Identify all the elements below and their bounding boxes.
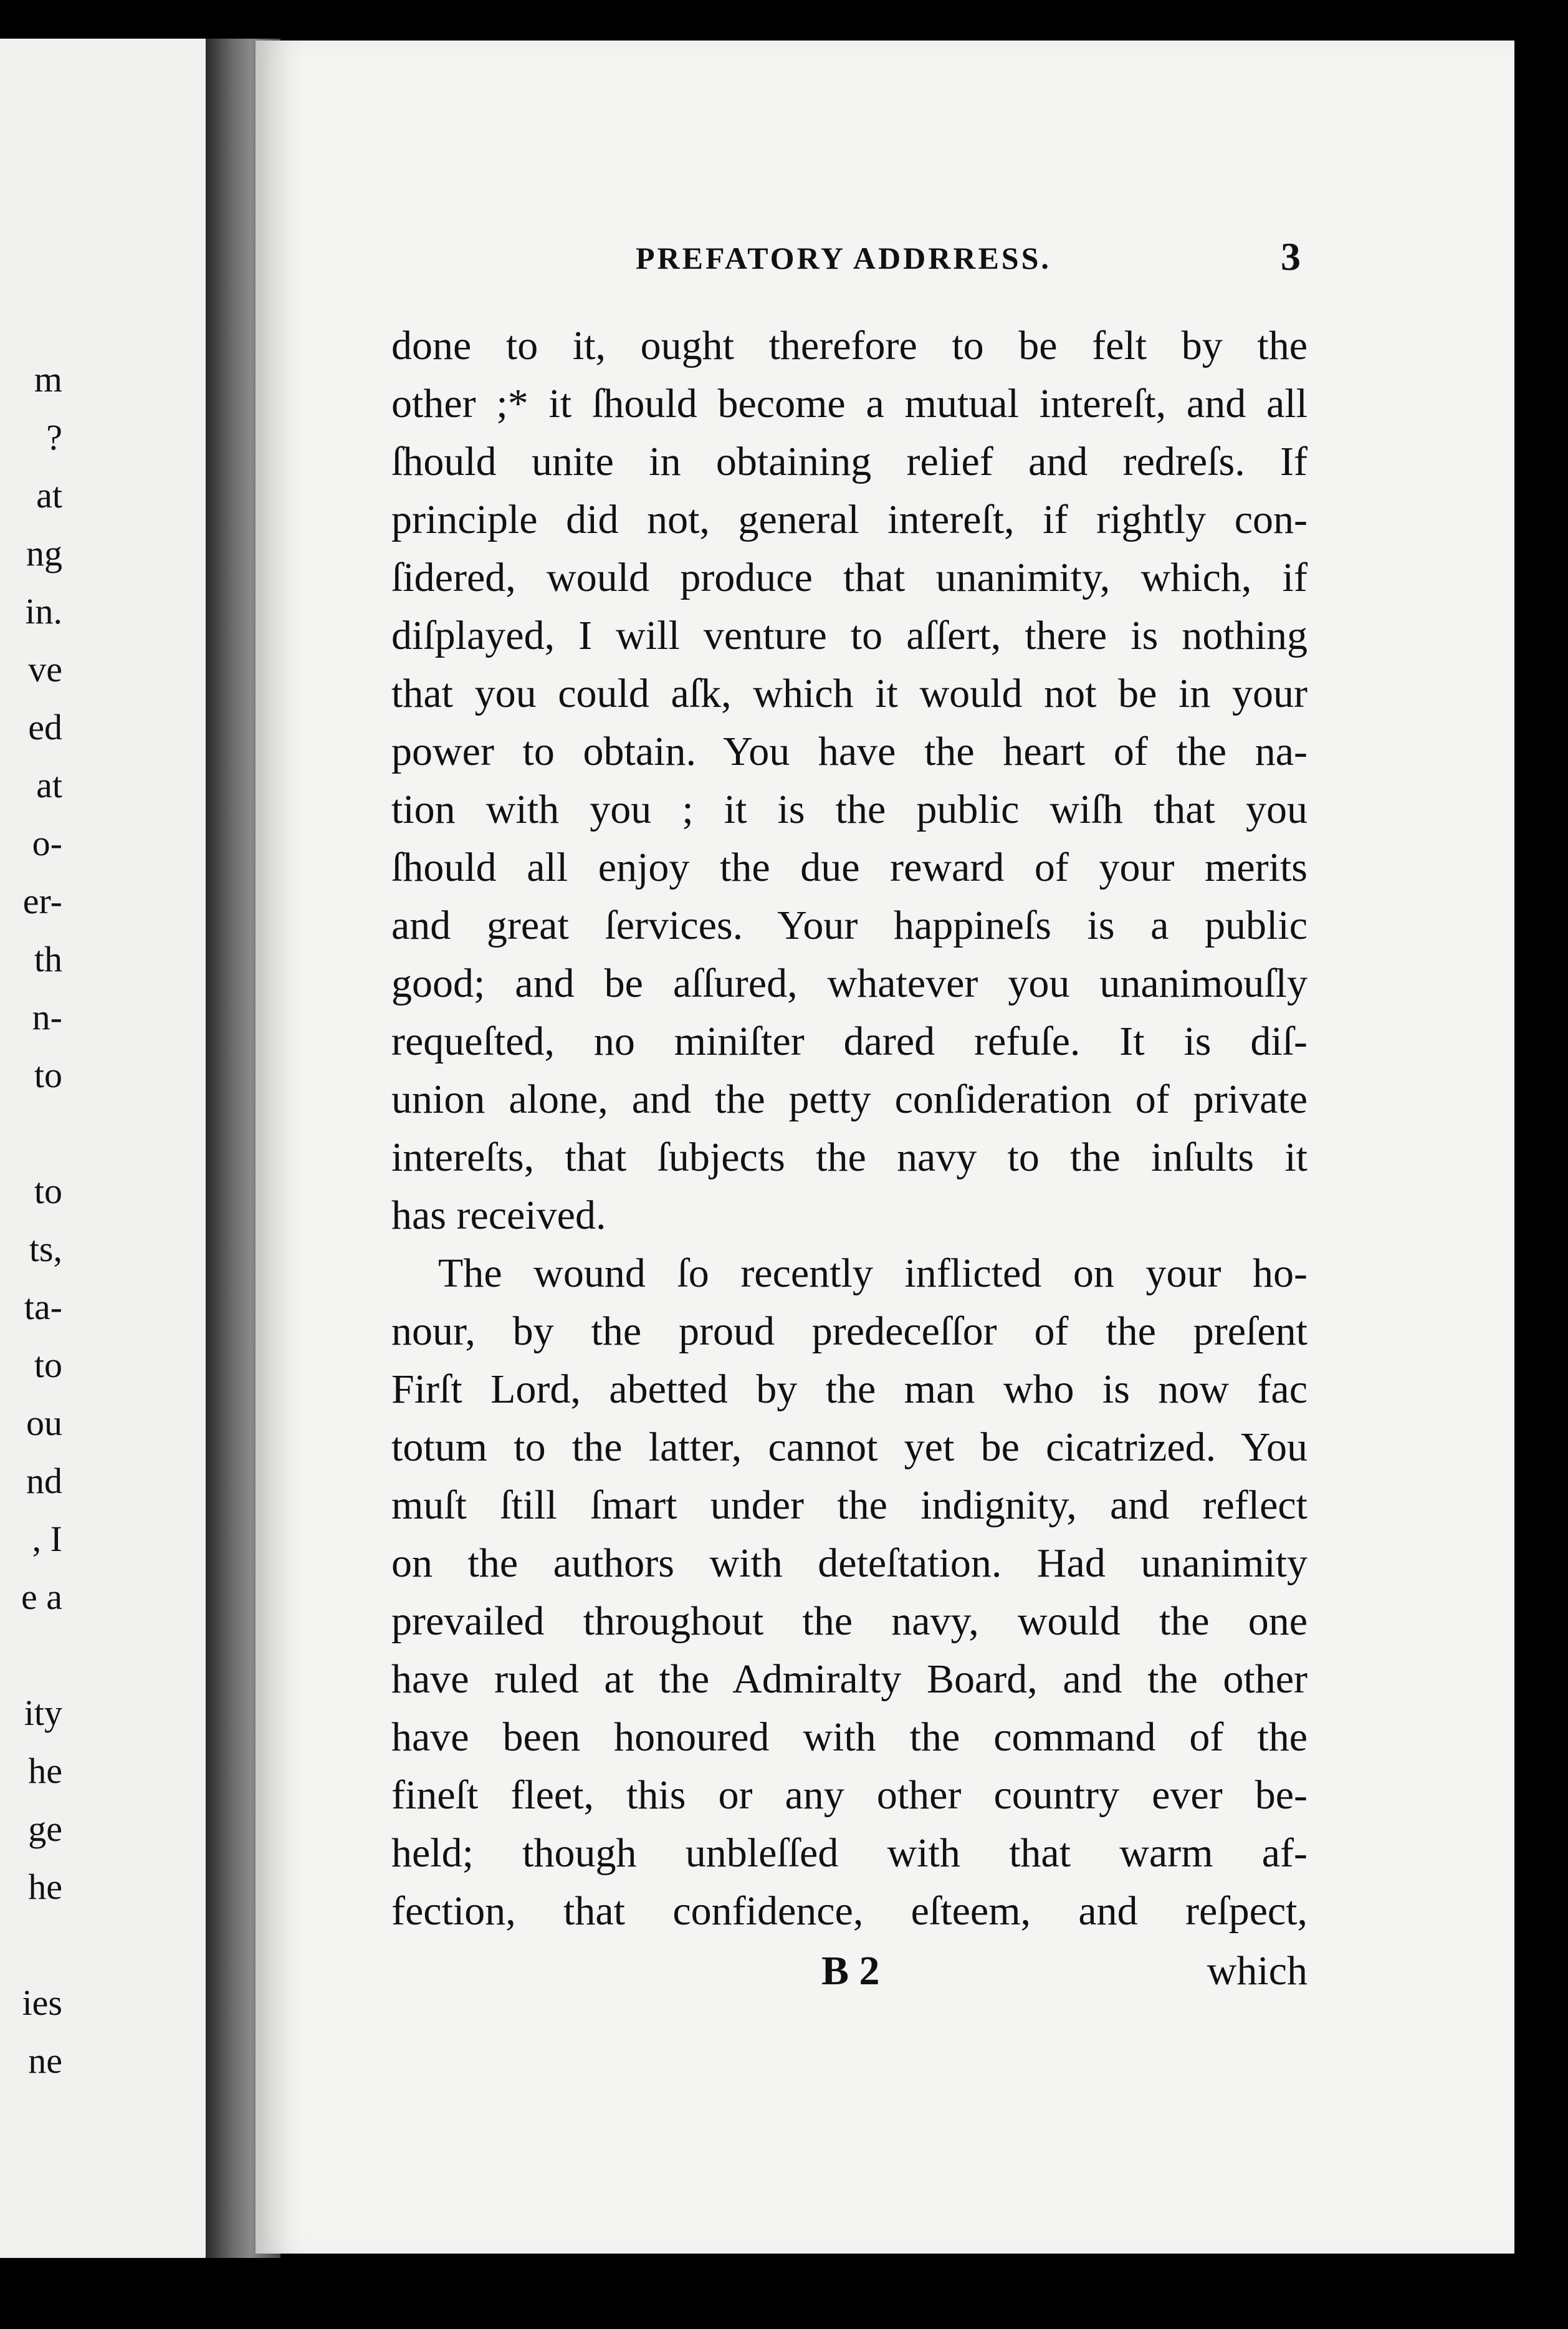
fragment: er- bbox=[22, 881, 62, 921]
fragment: ou bbox=[26, 1403, 62, 1443]
text-line: has received. bbox=[391, 1193, 606, 1238]
fragment: to bbox=[34, 1055, 62, 1095]
fragment: nd bbox=[26, 1461, 62, 1501]
text-line: have been honoured with the command of the bbox=[391, 1714, 1307, 1760]
fragment: ve bbox=[28, 649, 62, 689]
fragment: ed bbox=[28, 707, 62, 747]
text-line: power to obtain. You have the heart of the na- bbox=[391, 729, 1307, 774]
fragment: at bbox=[36, 765, 62, 805]
fragment: , I bbox=[32, 1519, 62, 1559]
text-line: ſhould all enjoy the due reward of your merits bbox=[391, 845, 1307, 890]
fragment: ng bbox=[26, 533, 62, 574]
text-line: prevailed throughout the navy, would the one bbox=[391, 1598, 1307, 1644]
text-line: done to it, ought therefore to be felt by the bbox=[391, 323, 1307, 368]
fragment: ne bbox=[28, 2040, 62, 2081]
page-footer bbox=[391, 1942, 1307, 2000]
text-line: have ruled at the Admiralty Board, and the other bbox=[391, 1656, 1307, 1702]
facing-page bbox=[0, 39, 206, 2258]
text-line: on the authors with deteſtation. Had unanimity bbox=[391, 1540, 1307, 1586]
fragment: he bbox=[28, 1750, 62, 1791]
text-line: ſidered, would produce that unanimity, which, if bbox=[391, 555, 1307, 600]
text-line: Firſt Lord, abetted by the man who is now fac bbox=[391, 1366, 1307, 1412]
text-line: requeſted, no miniſter dared refuſe. It is diſ- bbox=[391, 1019, 1307, 1064]
text-line: fection, that confidence, eſteem, and reſpect, bbox=[391, 1888, 1307, 1934]
fragment: to bbox=[34, 1345, 62, 1385]
fragment: th bbox=[34, 939, 62, 979]
body-text bbox=[391, 317, 1307, 1940]
fragment: o- bbox=[32, 823, 62, 863]
text-line: that you could aſk, which it would not be in your bbox=[391, 671, 1307, 716]
text-line: good; and be aſſured, whatever you unanimouſly bbox=[391, 961, 1307, 1006]
fragment: m bbox=[34, 359, 62, 400]
text-line: fineſt fleet, this or any other country ever be- bbox=[391, 1772, 1307, 1818]
fragment: ts, bbox=[29, 1229, 62, 1269]
fragment: he bbox=[28, 1866, 62, 1907]
text-line: nour, by the proud predeceſſor of the preſent bbox=[391, 1309, 1307, 1354]
text-line: intereſts, that ſubjects the navy to the inſults it bbox=[391, 1135, 1307, 1180]
text-line: The wound ſo recently inflicted on your ho- bbox=[438, 1251, 1307, 1296]
text-line: principle did not, general intereſt, if rightly con- bbox=[391, 497, 1307, 542]
text-line: diſplayed, I will venture to aſſert, there is nothing bbox=[391, 613, 1307, 658]
page-number: 3 bbox=[1281, 234, 1301, 279]
text-line: and great ſervices. Your happineſs is a public bbox=[391, 903, 1307, 948]
facing-page-fragments bbox=[0, 350, 62, 2090]
catchword: which bbox=[1207, 1948, 1307, 1994]
fragment: ies bbox=[22, 1982, 62, 2023]
fragment bbox=[0, 1626, 62, 1684]
fragment: in. bbox=[25, 591, 62, 631]
text-line: muſt ſtill ſmart under the indignity, and reflect bbox=[391, 1482, 1307, 1528]
fragment: ? bbox=[46, 417, 62, 458]
fragment: n- bbox=[32, 997, 62, 1037]
running-head: PREFATORY ADDRRESS. bbox=[636, 241, 1051, 276]
fragment bbox=[0, 1916, 62, 1974]
text-line: totum to the latter, cannot yet be cicatrized. You bbox=[391, 1424, 1307, 1470]
fragment bbox=[0, 1104, 62, 1162]
text-line: union alone, and the petty conſideration of private bbox=[391, 1077, 1307, 1122]
text-line: tion with you ; it is the public wiſh that you bbox=[391, 787, 1307, 832]
fragment: to bbox=[34, 1171, 62, 1211]
fragment: ge bbox=[28, 1808, 62, 1849]
fragment: e a bbox=[21, 1577, 62, 1617]
signature-mark: B 2 bbox=[821, 1948, 880, 1994]
fragment: ity bbox=[24, 1693, 62, 1733]
text-line: held; though unbleſſed with that warm af- bbox=[391, 1830, 1307, 1876]
fragment: ta- bbox=[24, 1287, 62, 1327]
text-line: ſhould unite in obtaining relief and redreſs. If bbox=[391, 439, 1307, 484]
fragment: at bbox=[36, 475, 62, 516]
text-line: other ;* it ſhould become a mutual intereſt, and all bbox=[391, 381, 1307, 426]
